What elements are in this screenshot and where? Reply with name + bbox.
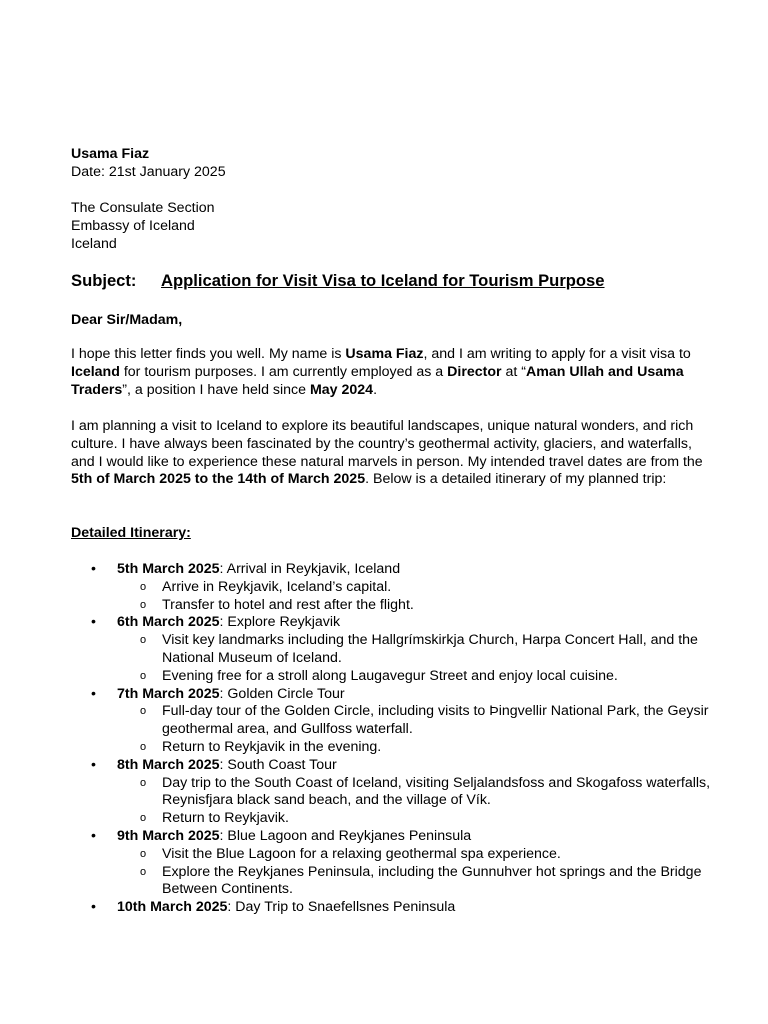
sender-block [71, 146, 711, 182]
job-title: Director [447, 363, 502, 380]
text-run: , and I am writing to apply for a visit visa to [423, 346, 691, 362]
activity-text: Visit key landmarks including the Hallgrímskirkja Church, Harpa Concert Hall, and the National Museum of Iceland. [162, 632, 698, 666]
text-run: ”, a position I have held since [122, 381, 310, 398]
itinerary-date: 5th March 2025 [117, 561, 220, 577]
letter-date: Date: 21st January 2025 [71, 163, 226, 180]
itinerary-title: : South Coast Tour [219, 756, 337, 773]
itinerary-activities [117, 775, 768, 828]
itinerary-date: 10th March 2025 [117, 899, 228, 916]
activity-item [0, 846, 712, 864]
activity-text: Return to Reykjavik in the evening. [162, 738, 382, 755]
circle-bullet-icon: o [140, 580, 147, 593]
employment-start: May 2024 [309, 381, 374, 398]
itinerary-title: : Arrival in Reykjavik, Iceland [219, 561, 401, 577]
activity-item [0, 668, 712, 686]
activity-item [0, 579, 712, 597]
itinerary-activities [117, 703, 768, 756]
circle-bullet-icon: o [140, 847, 147, 860]
circle-bullet-icon: o [140, 598, 147, 611]
text-run: . Below is a detailed itinerary of my planned trip: [365, 471, 667, 488]
activity-text: Arrive in Reykjavik, Iceland’s capital. [162, 578, 392, 595]
bullet-icon: • [91, 614, 96, 631]
itinerary-activities [117, 579, 768, 615]
activity-item [0, 864, 712, 900]
itinerary-heading: Detailed Itinerary: [71, 525, 191, 541]
itinerary-day [0, 614, 768, 685]
recipient-line: The Consulate Section [71, 200, 215, 216]
activity-text: Full-day tour of the Golden Circle, including visits to Þingvellir National Park, the Geysir geothermal area, and Gullfoss waterfall. [162, 703, 709, 738]
activity-text: Day trip to the South Coast of Iceland, visiting Seljalandsfoss and Skogafoss waterfalls, Reynisfjara black sand beach, and the village of Vík. [162, 774, 711, 809]
itinerary-day [0, 828, 768, 899]
circle-bullet-icon: o [140, 705, 147, 718]
text-run: . [373, 381, 378, 398]
activity-item [0, 775, 712, 811]
itinerary-day [0, 561, 768, 614]
bullet-icon: • [91, 827, 96, 844]
itinerary-date: 6th March 2025 [117, 614, 220, 631]
recipient-line: Embassy of Iceland [71, 217, 195, 234]
itinerary-date: 8th March 2025 [117, 756, 220, 773]
bullet-icon: • [91, 756, 96, 773]
salutation: Dear Sir/Madam, [71, 312, 183, 328]
activity-text: Explore the Reykjanes Peninsula, including the Gunnuhver hot springs and the Bridge Between Continents. [162, 863, 702, 898]
itinerary-title: : Blue Lagoon and Reykjanes Peninsula [219, 827, 472, 844]
activity-item [0, 810, 712, 828]
circle-bullet-icon: o [140, 776, 147, 789]
itinerary-date: 7th March 2025 [117, 685, 220, 702]
travel-dates: 5th of March 2025 to the 14th of March 2025 [71, 471, 366, 488]
circle-bullet-icon: o [140, 812, 147, 825]
activity-text: Visit the Blue Lagoon for a relaxing geothermal spa experience. [162, 845, 561, 862]
text-run: for tourism purposes. I am currently employed as a [119, 363, 448, 380]
circle-bullet-icon: o [140, 740, 147, 753]
text-run: I am planning a visit to Iceland to explore its beautiful landscapes, unique natural wonders, and rich culture. I have always been fascinated by the country’s geothermal activity, glaciers, and waterfalls, and I would like to experience these natural marvels in person. My intended travel dates are from the [71, 418, 703, 470]
itinerary-day [0, 686, 768, 757]
activity-text: Return to Reykjavik. [162, 810, 289, 827]
recipient-line: Iceland [71, 235, 117, 252]
subject-text: Application for Visit Visa to Iceland for Tourism Purpose [161, 271, 605, 290]
circle-bullet-icon: o [140, 634, 147, 647]
activity-text: Evening free for a stroll along Laugavegur Street and enjoy local cuisine. [162, 667, 618, 684]
travel-paragraph [71, 418, 711, 489]
applicant-name: Usama Fiaz [345, 346, 424, 362]
subject-label: Subject: [71, 271, 137, 290]
activity-item [0, 739, 712, 757]
sender-name: Usama Fiaz [71, 146, 150, 162]
recipient-block [71, 200, 711, 253]
text-run: I hope this letter finds you well. My name is [71, 346, 346, 362]
text-run: at “ [501, 363, 526, 380]
activity-text: Transfer to hotel and rest after the flight. [162, 596, 414, 613]
circle-bullet-icon: o [140, 669, 147, 682]
bullet-icon: • [91, 899, 96, 916]
itinerary-day [0, 899, 768, 917]
itinerary-title: : Golden Circle Tour [219, 685, 345, 702]
circle-bullet-icon: o [140, 865, 147, 878]
bullet-icon: • [91, 561, 96, 577]
subject-line [71, 271, 605, 291]
itinerary-activities [117, 846, 768, 899]
activity-item [0, 632, 712, 668]
intro-paragraph [71, 346, 711, 399]
itinerary-list [0, 561, 768, 917]
employer-name: Aman Ullah and Usama Traders [71, 363, 684, 398]
itinerary-activities [117, 632, 768, 685]
activity-item [0, 597, 712, 615]
activity-item [0, 703, 712, 739]
itinerary-title: : Day Trip to Snaefellsnes Peninsula [227, 899, 456, 916]
bullet-icon: • [91, 685, 96, 702]
itinerary-date: 9th March 2025 [117, 827, 220, 844]
itinerary-title: : Explore Reykjavik [219, 614, 341, 631]
destination-country: Iceland [71, 363, 120, 380]
itinerary-day [0, 757, 768, 828]
